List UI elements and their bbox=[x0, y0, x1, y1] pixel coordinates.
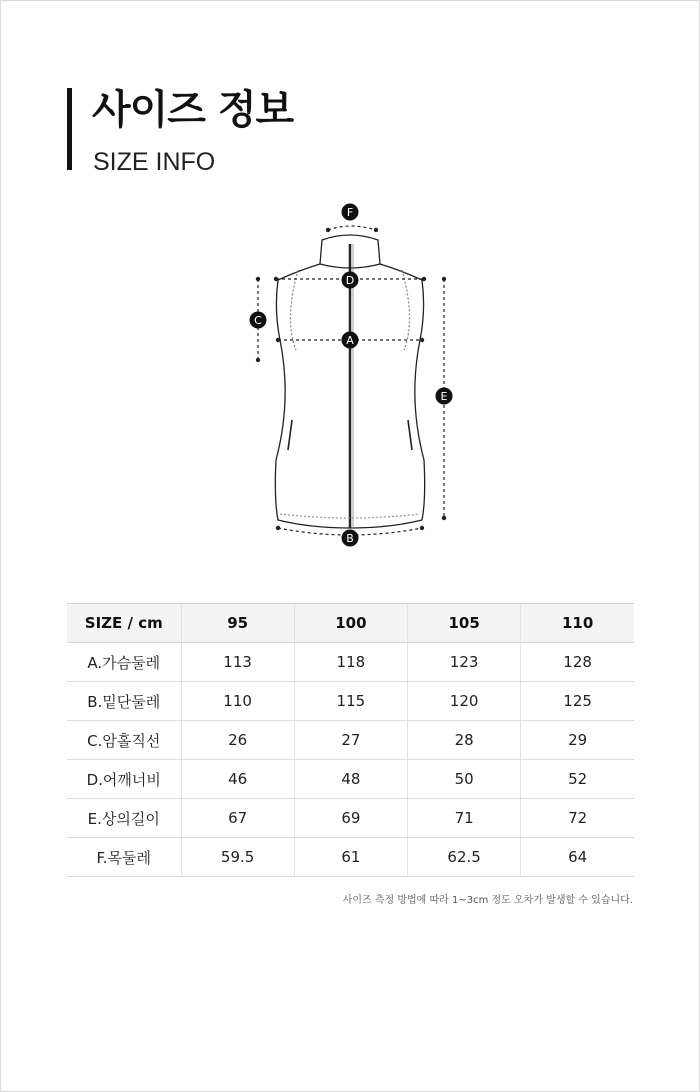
page-title: 사이즈 정보 bbox=[92, 87, 294, 133]
table-row-shoulder bbox=[67, 760, 634, 799]
table-cell: 27 bbox=[294, 721, 407, 760]
row-label: B.밑단둘레 bbox=[67, 682, 181, 721]
header-size-100: 100 bbox=[294, 604, 407, 643]
svg-text:E: E bbox=[440, 390, 448, 403]
table-cell: 26 bbox=[181, 721, 294, 760]
table-cell: 28 bbox=[408, 721, 521, 760]
table-cell: 67 bbox=[181, 799, 294, 838]
header-size-95: 95 bbox=[181, 604, 294, 643]
table-cell: 128 bbox=[521, 643, 634, 682]
row-label: A.가슴둘레 bbox=[67, 643, 181, 682]
table-row-armhole bbox=[67, 721, 634, 760]
table-row-length bbox=[67, 799, 634, 838]
table-cell: 120 bbox=[408, 682, 521, 721]
row-label: C.암홀직선 bbox=[67, 721, 181, 760]
svg-text:D: D bbox=[345, 274, 355, 287]
table-cell: 113 bbox=[181, 643, 294, 682]
table-cell: 59.5 bbox=[181, 838, 294, 877]
table-header-row bbox=[67, 604, 634, 643]
header-size-110: 110 bbox=[521, 604, 634, 643]
svg-text:B: B bbox=[346, 532, 354, 545]
row-label: F.목둘레 bbox=[67, 838, 181, 877]
table-cell: 125 bbox=[521, 682, 634, 721]
table-cell: 48 bbox=[294, 760, 407, 799]
measurement-note: 사이즈 측정 방법에 따라 1~3cm 정도 오차가 발생할 수 있습니다. bbox=[342, 895, 633, 906]
row-label: E.상의길이 bbox=[67, 799, 181, 838]
marker-e bbox=[436, 388, 453, 405]
vest-size-diagram bbox=[240, 200, 460, 555]
marker-d bbox=[342, 272, 359, 289]
row-label: D.어깨너비 bbox=[67, 760, 181, 799]
size-table bbox=[67, 603, 634, 877]
table-cell: 62.5 bbox=[408, 838, 521, 877]
table-cell: 69 bbox=[294, 799, 407, 838]
table-cell: 115 bbox=[294, 682, 407, 721]
title-accent-bar bbox=[67, 88, 72, 170]
table-cell: 118 bbox=[294, 643, 407, 682]
table-cell: 52 bbox=[521, 760, 634, 799]
marker-a bbox=[342, 332, 359, 349]
page-subtitle: SIZE INFO bbox=[93, 148, 216, 176]
table-cell: 123 bbox=[408, 643, 521, 682]
table-row-chest bbox=[67, 643, 634, 682]
header-size-unit: SIZE / cm bbox=[67, 604, 181, 643]
table-row-hem bbox=[67, 682, 634, 721]
header-size-105: 105 bbox=[408, 604, 521, 643]
table-cell: 72 bbox=[521, 799, 634, 838]
table-cell: 110 bbox=[181, 682, 294, 721]
table-cell: 46 bbox=[181, 760, 294, 799]
marker-b bbox=[342, 530, 359, 547]
marker-c bbox=[250, 312, 267, 329]
size-table-wrapper bbox=[67, 603, 634, 877]
table-cell: 61 bbox=[294, 838, 407, 877]
marker-f bbox=[342, 204, 359, 221]
table-cell: 64 bbox=[521, 838, 634, 877]
svg-text:F: F bbox=[346, 206, 354, 219]
table-cell: 50 bbox=[408, 760, 521, 799]
svg-text:C: C bbox=[254, 314, 262, 327]
table-row-neck bbox=[67, 838, 634, 877]
table-cell: 29 bbox=[521, 721, 634, 760]
table-cell: 71 bbox=[408, 799, 521, 838]
svg-text:A: A bbox=[346, 334, 354, 347]
